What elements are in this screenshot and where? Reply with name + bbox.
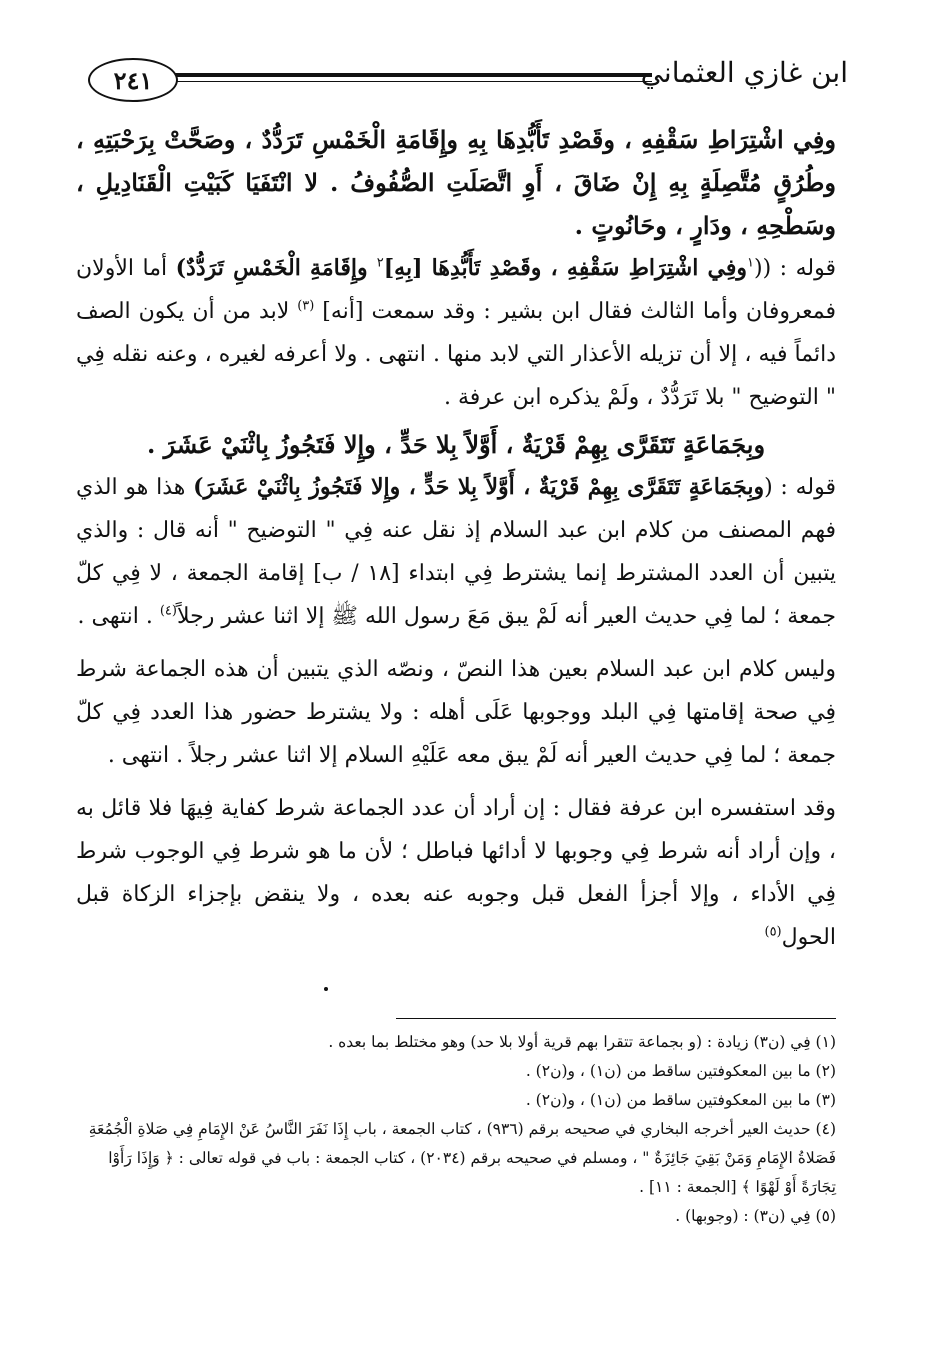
footnote-ref: (٤)	[159, 603, 177, 619]
commentary-paragraph	[76, 466, 836, 638]
header-rule	[170, 73, 652, 77]
commentary-paragraph: وليس كلام ابن عبد السلام بعين هذا النصّ ، ونصّه الذي يتبين أن هذه الجماعة شرط فِي صحة إقامتها فِي البلد ووجوبها عَلَى أهله : ولا يشترط حضور هذا العدد فِي كلّ جمعة ؛ لما فِي حديث العير أنه لَمْ يبق معه عَلَيْهِ السلام إلا اثنا عشر رجلاً . انتهى .	[76, 657, 836, 768]
quoted-matn: وفِي اشْتِرَاطِ سَقْفِهِ ، وقَصْدِ تَأَبُّدِهَا [بِهِ]	[383, 255, 748, 281]
main-text	[76, 118, 836, 959]
commentary-prefix: قوله : ((	[754, 256, 836, 281]
decorative-dot	[324, 987, 328, 991]
commentary-text: هذا هو الذي فهم المصنف من كلام ابن عبد السلام إذ نقل عنه فِي " التوضيح " أنه قال : والذي يتبين أن العدد المشترط إنما يشترط فِي ابتداء [١٨ / ب] إقامة الجمعة ، لا فِي كلّ جمعة ؛ لما فِي حديث العير أنه لَمْ يبق مَعَ رسول الله ﷺ إلا اثنا عشر رجلاً	[76, 475, 837, 629]
commentary-prefix: قوله : (	[764, 475, 836, 500]
footnote: (١) فِي (ن٣) زيادة : (و بجماعة تتقرا بهم قرية أولا بلا حد) وهو مختلط بما بعده .	[328, 1033, 836, 1051]
page-header	[88, 56, 848, 108]
footnote: (٣) ما بين المعكوفتين ساقط من (ن١) ، و(ن٢) .	[525, 1091, 836, 1109]
matn-paragraph: وفِي اشْتِرَاطِ سَقْفِهِ ، وقَصْدِ تَأَبُّدِهَا بِهِ وإِقَامَةِ الْخَمْسِ تَرَدُّدٌ ، وصَحَّتْ بِرَحْبَتِهِ ، وطُرُقٍ مُتَّصِلَةٍ بِهِ إِنْ ضَاقَ ، أَوِ اتَّصَلَتِ الصُّفُوفُ . لا انْتَفَيَا كَبَيْتِ الْقَنَادِيلِ ، وسَطْحِهِ ، ودَارٍ ، وحَانُوتٍ .	[76, 125, 836, 240]
footnote: (٥) فِي (ن٣) : (وجوبها) .	[675, 1207, 836, 1225]
commentary-text: أما الأولان فمعروفان وأما الثالث فقال ابن بشير : وقد سمعت [أنه]	[76, 256, 836, 324]
commentary-text: وقد استفسره ابن عرفة فقال : إن أراد أن عدد الجماعة شرط كفاية فِيهَا فلا قائل به ، وإن أراد أنه شرط فِي وجوبها لا أدائها فباطل ؛ لأن ما هو شرط فِي الوجوب شرط فِي الأداء ، وإلا أجزأ الفعل قبل وجوبه عنه بعده ، ولا ينقض بإجزاء الزكاة قبل الحول	[76, 796, 836, 950]
commentary-text: . انتهى .	[77, 604, 160, 629]
footnote: (٢) ما بين المعكوفتين ساقط من (ن١) ، و(ن٢) .	[525, 1062, 836, 1080]
footnote-separator	[396, 1018, 836, 1019]
quoted-matn: وإِقَامَةِ الْخَمْسِ تَرَدُّدٌ)	[175, 255, 377, 281]
footnote-ref: ٢	[376, 255, 384, 271]
commentary-paragraph	[76, 787, 836, 959]
footnote: (٤) حديث العير أخرجه البخاري في صحيحه برقم (٩٣٦) ، كتاب الجمعة ، باب إِذَا نَفَرَ النَّاسُ عَنْ الإِمَامِ فِي صَلاةِ الْجُمُعَةِ فَصَلاةُ الإِمَامِ وَمَنْ بَقِيَ جَائِزَةٌ " ، ومسلم في صحيحه برقم (٢٠٣٤) ، كتاب الجمعة : باب في قوله تعالى : ﴿ وَإِذَا رَأَوْا تِجَارَةً أَوْ لَهْوًا ﴾ [الجمعة : ١١] .	[88, 1120, 836, 1196]
matn-paragraph: وبِجَمَاعَةٍ تَتَقَرَّى بِهِمْ قَرْيَةٌ ، أَوَّلاً بِلا حَدٍّ ، وإِلا فَتَجُوزُ بِاثْنَيْ عَشَرَ .	[146, 430, 766, 459]
footnote-ref: (٥)	[764, 924, 782, 940]
footnote-ref: (٣)	[297, 298, 315, 314]
page-number: ٢٤١	[88, 58, 178, 102]
commentary-text: لابد من أن يكون الصف دائماً فيه ، إلا أن تزيله الأعذار التي لابد منها . انتهى . ولا أعرفه لغيره ، وعنه نقله فِي " التوضيح " بلا تَرَدُّدٌ ، ولَمْ يذكره ابن عرفة .	[76, 299, 836, 410]
footnote-ref: ١	[747, 255, 754, 271]
header-rule-thin	[170, 81, 652, 82]
footnotes	[76, 1028, 836, 1231]
quoted-matn: وبِجَمَاعَةٍ تَتَقَرَّى بِهِمْ قَرْيَةٌ ، أَوَّلاً بِلا حَدٍّ ، وإِلا فَتَجُوزُ بِاثْنَيْ عَشَرَ)	[193, 474, 765, 500]
running-title: ابن غازي العثماني	[640, 56, 848, 89]
commentary-paragraph	[76, 247, 836, 419]
